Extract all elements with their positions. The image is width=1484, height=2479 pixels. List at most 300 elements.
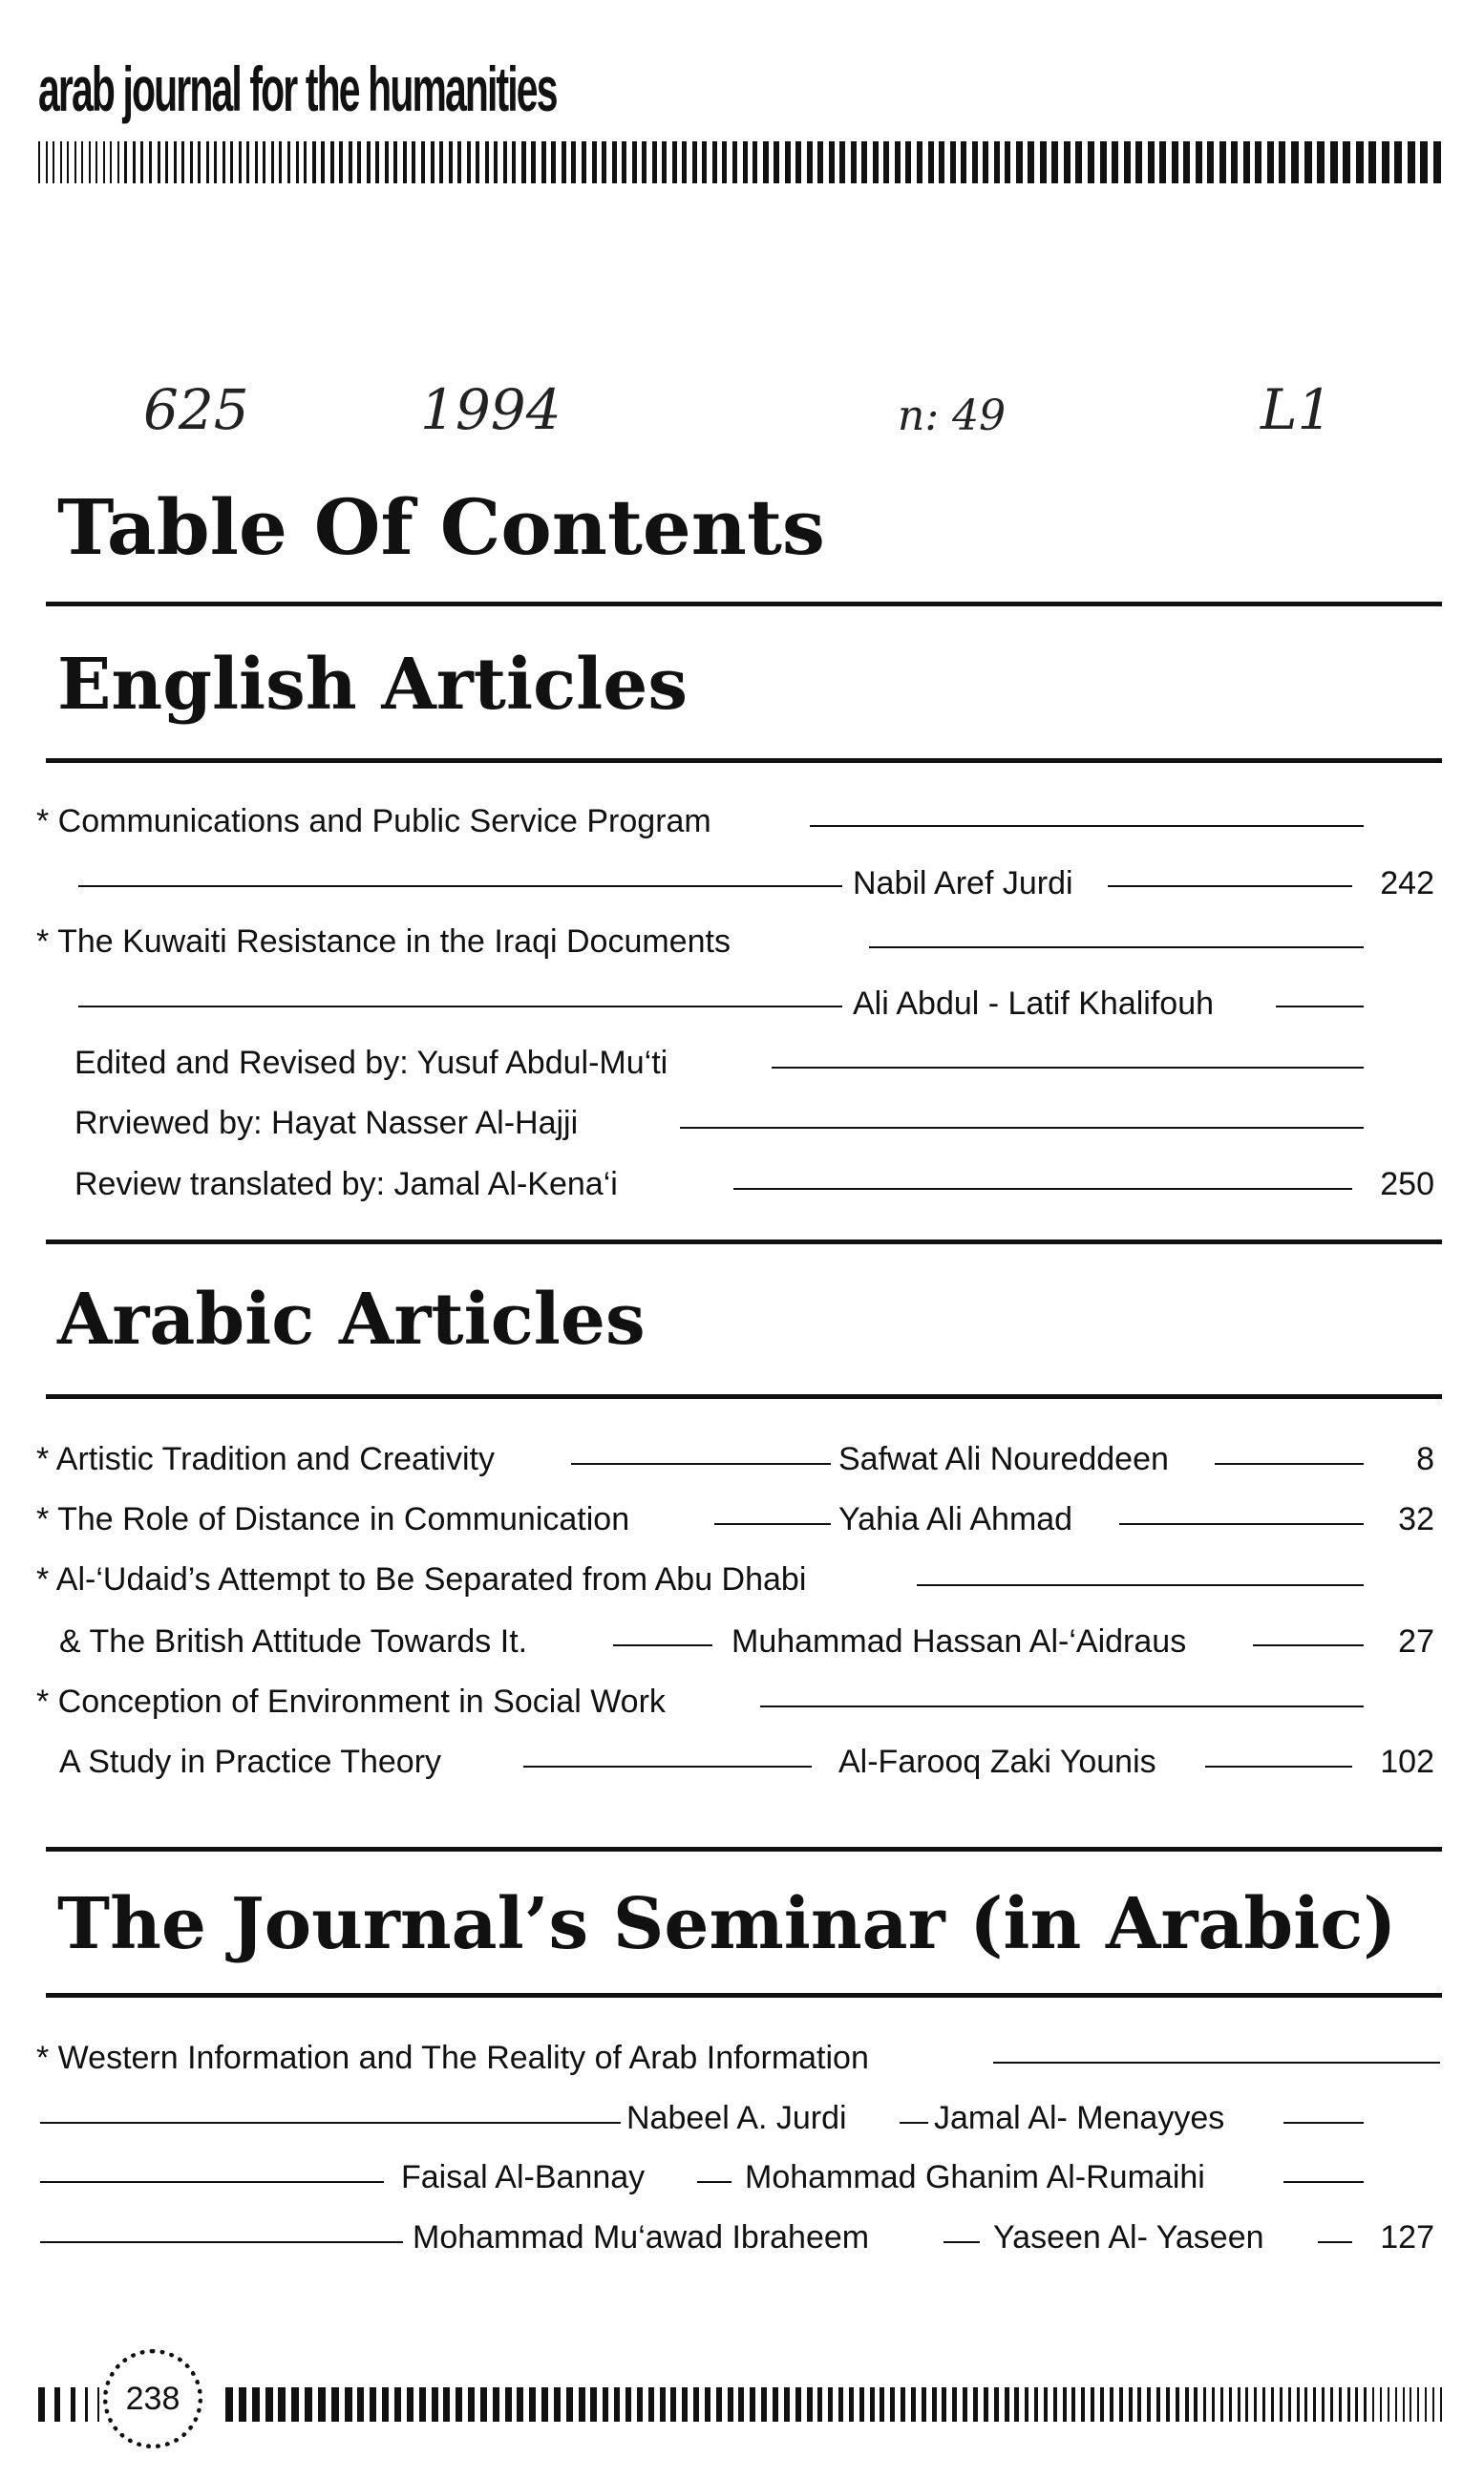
barcode-stripe xyxy=(443,2387,450,2422)
barcode-stripe xyxy=(1034,2387,1038,2422)
entry-page: 242 xyxy=(1380,865,1434,901)
barcode-stripe xyxy=(38,2387,45,2422)
barcode-stripe xyxy=(1394,141,1402,183)
barcode-stripe xyxy=(1297,2387,1300,2422)
barcode-stripe xyxy=(1053,2387,1057,2422)
barcode-stripe xyxy=(512,141,516,183)
barcode-stripe xyxy=(942,2387,946,2422)
leader-line xyxy=(1119,1523,1364,1525)
barcode-stripe xyxy=(1014,2387,1019,2422)
barcode-stripe xyxy=(1091,2387,1094,2422)
barcode-stripe xyxy=(480,2387,487,2422)
barcode-stripe xyxy=(984,2387,988,2422)
barcode-stripe xyxy=(861,141,867,183)
barcode-stripe xyxy=(54,2387,60,2422)
barcode-stripe xyxy=(705,2387,710,2422)
leader-line xyxy=(1283,2122,1364,2124)
footer-bars-left xyxy=(38,2387,99,2422)
leader-line xyxy=(40,2181,384,2183)
participant: Mohammad Mu‘awad Ibraheem xyxy=(413,2219,870,2256)
barcode-stripe xyxy=(1231,141,1238,183)
barcode-stripe xyxy=(838,2387,843,2422)
leader-line xyxy=(697,2181,731,2183)
barcode-stripe xyxy=(994,2387,999,2422)
barcode-stripe xyxy=(1403,2387,1405,2422)
barcode-stripe xyxy=(1380,2387,1382,2422)
handwritten-mark: n: 49 xyxy=(898,392,1007,440)
barcode-stripe xyxy=(1203,2387,1206,2422)
barcode-stripe xyxy=(682,2387,688,2422)
barcode-stripe xyxy=(732,141,737,183)
barcode-stripe xyxy=(582,141,586,183)
barcode-stripe xyxy=(828,2387,833,2422)
barcode-stripe xyxy=(60,141,62,183)
barcode-stripe xyxy=(682,141,687,183)
barcode-stripe xyxy=(1148,141,1155,183)
barcode-stripe xyxy=(795,141,801,183)
barcode-stripe xyxy=(296,141,299,183)
barcode-stripe xyxy=(1267,141,1274,183)
barcode-stripe xyxy=(692,141,697,183)
barcode-stripe xyxy=(1262,2387,1265,2422)
barcode-stripe xyxy=(1064,141,1071,183)
barcode-stripe xyxy=(1040,141,1047,183)
barcode-stripe xyxy=(1243,141,1250,183)
barcode-stripe xyxy=(952,2387,957,2422)
barcode-stripe xyxy=(1343,141,1350,183)
barcode-stripe xyxy=(421,141,425,183)
leader-line xyxy=(613,1644,712,1646)
barcode-stripe xyxy=(1194,2387,1198,2422)
barcode-stripe xyxy=(494,141,498,183)
entry-title: * Conception of Environment in Social Work xyxy=(36,1684,666,1720)
divider xyxy=(46,602,1442,606)
barcode-stripe xyxy=(330,141,334,183)
handwritten-mark: 1994 xyxy=(420,377,562,442)
barcode-stripe xyxy=(493,2387,499,2422)
barcode-stripe xyxy=(321,141,325,183)
barcode-stripe xyxy=(1291,141,1299,183)
barcode-stripe xyxy=(367,141,371,183)
barcode-stripe xyxy=(973,2387,978,2422)
barcode-stripe xyxy=(1280,2387,1283,2422)
barcode-stripe xyxy=(279,141,282,183)
barcode-stripe xyxy=(529,2387,536,2422)
barcode-stripe xyxy=(393,141,397,183)
barcode-stripe xyxy=(246,141,249,183)
barcode-stripe xyxy=(702,141,707,183)
barcode-stripe xyxy=(239,141,242,183)
participant: Mohammad Ghanim Al-Rumaihi xyxy=(745,2159,1205,2195)
barcode-stripe xyxy=(750,2387,755,2422)
barcode-stripe xyxy=(1425,2387,1427,2422)
barcode-stripe xyxy=(1229,2387,1232,2422)
barcode-stripe xyxy=(1254,2387,1257,2422)
barcode-stripe xyxy=(773,2387,778,2422)
leader-line xyxy=(917,1584,1364,1586)
participant: Faisal Al-Bannay xyxy=(401,2159,646,2195)
barcode-stripe xyxy=(625,2387,631,2422)
barcode-stripe xyxy=(693,2387,699,2422)
entry-author: Safwat Ali Noureddeen xyxy=(838,1441,1169,1477)
barcode-stripe xyxy=(412,141,415,183)
barcode-stripe xyxy=(566,2387,573,2422)
barcode-stripe xyxy=(394,2387,401,2422)
leader-line xyxy=(571,1463,831,1465)
barcode-stripe xyxy=(712,141,717,183)
handwritten-mark: 625 xyxy=(143,377,249,442)
barcode-stripe xyxy=(431,141,435,183)
barcode-stripe xyxy=(662,141,667,183)
barcode-stripe xyxy=(117,141,119,183)
entry-translator: Review translated by: Jamal Al-Kena‘i xyxy=(74,1166,618,1202)
barcode-stripe xyxy=(74,141,76,183)
barcode-stripe xyxy=(1288,2387,1291,2422)
barcode-stripe xyxy=(225,2387,233,2422)
barcode-stripe xyxy=(571,141,576,183)
divider xyxy=(46,758,1442,763)
barcode-stripe xyxy=(1420,141,1428,183)
barcode-stripe xyxy=(214,141,217,183)
leader-line xyxy=(1108,885,1352,887)
barcode-stripe xyxy=(1119,2387,1123,2422)
barcode-stripe xyxy=(905,141,911,183)
entry-author: Ali Abdul - Latif Khalifouh xyxy=(853,985,1215,1022)
barcode-stripe xyxy=(1166,2387,1170,2422)
barcode-stripe xyxy=(972,141,978,183)
barcode-stripe xyxy=(1129,2387,1133,2422)
barcode-stripe xyxy=(1005,141,1010,183)
barcode-stripe xyxy=(1112,141,1118,183)
barcode-stripe xyxy=(590,2387,597,2422)
barcode-stripe xyxy=(1063,2387,1067,2422)
divider xyxy=(46,1993,1442,1998)
barcode-stripe xyxy=(895,141,901,183)
barcode-stripe xyxy=(1271,2387,1274,2422)
barcode-stripe xyxy=(761,2387,767,2422)
barcode-stripe xyxy=(743,141,748,183)
barcode-stripe xyxy=(849,2387,854,2422)
barcode-stripe xyxy=(716,2387,722,2422)
barcode-stripe xyxy=(517,2387,523,2422)
entry-page: 127 xyxy=(1380,2219,1434,2256)
barcode-stripe xyxy=(883,141,889,183)
barcode-stripe xyxy=(291,2387,299,2422)
barcode-stripe xyxy=(901,2387,905,2422)
barcode-stripe xyxy=(785,141,791,183)
barcode-stripe xyxy=(551,141,556,183)
barcode-stripe xyxy=(851,141,857,183)
leader-line xyxy=(78,885,842,887)
barcode-stripe xyxy=(1410,2387,1411,2422)
barcode-stripe xyxy=(1347,2387,1350,2422)
barcode-stripe xyxy=(1317,141,1325,183)
divider xyxy=(46,1394,1442,1399)
barcode-stripe xyxy=(133,141,136,183)
entry-page: 32 xyxy=(1398,1501,1434,1537)
leader-line xyxy=(810,825,1364,827)
barcode-stripe xyxy=(503,141,507,183)
entry-title-continued: A Study in Practice Theory xyxy=(59,1744,442,1780)
barcode-stripe xyxy=(1110,2387,1113,2422)
barcode-stripe xyxy=(174,141,177,183)
barcode-stripe xyxy=(1440,2387,1442,2422)
barcode-stripe xyxy=(1044,2387,1048,2422)
barcode-stripe xyxy=(983,141,988,183)
barcode-stripe xyxy=(1432,2387,1434,2422)
entry-title: * Western Information and The Reality of Arab Information xyxy=(36,2040,869,2076)
barcode-stripe xyxy=(349,141,352,183)
barcode-stripe xyxy=(485,141,489,183)
barcode-stripe xyxy=(181,141,184,183)
barcode-stripe xyxy=(1356,141,1364,183)
barcode-stripe xyxy=(456,2387,462,2422)
barcode-stripe xyxy=(38,141,40,183)
leader-line xyxy=(1276,1006,1364,1007)
divider xyxy=(46,1847,1442,1852)
barcode-stripe xyxy=(1124,141,1131,183)
leader-line xyxy=(78,1006,842,1007)
barcode-stripe xyxy=(1339,2387,1342,2422)
barcode-stripe xyxy=(419,2387,426,2422)
barcode-stripe xyxy=(439,141,443,183)
barcode-stripe xyxy=(890,2387,895,2422)
barcode-stripe xyxy=(318,2387,326,2422)
barcode-stripe xyxy=(1408,141,1415,183)
barcode-stripe xyxy=(95,141,97,183)
barcode-stripe xyxy=(1322,2387,1325,2422)
entry-title: * Al-‘Udaid’s Attempt to Be Separated from Abu Dhabi xyxy=(36,1561,807,1598)
barcode-stripe xyxy=(839,141,845,183)
barcode-stripe xyxy=(1238,2387,1240,2422)
barcode-stripe xyxy=(357,141,361,183)
barcode-stripe xyxy=(817,141,823,183)
barcode-stripe xyxy=(928,141,934,183)
barcode-stripe xyxy=(859,2387,864,2422)
participant: Nabeel A. Jurdi xyxy=(626,2100,847,2136)
barcode-stripe xyxy=(612,141,617,183)
handwritten-mark: L1 xyxy=(1261,377,1333,442)
barcode-stripe xyxy=(375,141,379,183)
barcode-stripe xyxy=(81,141,83,183)
barcode-stripe xyxy=(103,141,105,183)
barcode-stripe xyxy=(89,141,91,183)
leader-line xyxy=(1283,2181,1364,2183)
barcode-stripe xyxy=(1156,2387,1160,2422)
barcode-stripe xyxy=(1196,141,1202,183)
barcode-stripe xyxy=(1212,2387,1215,2422)
barcode-stripe xyxy=(738,2387,744,2422)
barcode-stripe xyxy=(873,141,879,183)
barcode-stripe xyxy=(190,141,193,183)
barcode-stripe xyxy=(531,141,536,183)
barcode-stripe xyxy=(880,2387,884,2422)
barcode-stripe xyxy=(784,2387,790,2422)
barcode-stripe xyxy=(541,141,546,183)
barcode-stripe xyxy=(339,141,343,183)
barcode-stripe xyxy=(660,2387,666,2422)
barcode-stripe xyxy=(1304,2387,1307,2422)
barcode-stripe xyxy=(1172,141,1178,183)
leader-line xyxy=(733,1188,1352,1190)
entry-page: 27 xyxy=(1398,1623,1434,1660)
barcode-stripe xyxy=(158,141,160,183)
barcode-stripe xyxy=(67,141,69,183)
barcode-stripe xyxy=(304,141,307,183)
journal-masthead: arab journal for the humanities xyxy=(38,53,557,124)
barcode-stripe xyxy=(1313,2387,1316,2422)
barcode-stripe xyxy=(1279,141,1285,183)
barcode-stripe xyxy=(457,141,461,183)
leader-line xyxy=(40,2122,621,2124)
barcode-stripe xyxy=(265,2387,273,2422)
barcode-stripe xyxy=(165,141,168,183)
barcode-stripe xyxy=(632,141,637,183)
barcode-stripe xyxy=(1088,141,1094,183)
leader-line xyxy=(40,2241,403,2243)
entry-title: * The Role of Distance in Communication xyxy=(36,1501,630,1537)
barcode-stripe xyxy=(271,141,274,183)
barcode-stripe xyxy=(432,2387,438,2422)
barcode-stripe xyxy=(1388,2387,1389,2422)
barcode-stripe xyxy=(722,141,727,183)
barcode-stripe xyxy=(807,2387,813,2422)
leader-line xyxy=(993,2062,1440,2064)
participant: Jamal Al- Menayyes xyxy=(934,2100,1225,2136)
footer-bars-right xyxy=(225,2387,1442,2422)
barcode-stripe xyxy=(1183,141,1190,183)
barcode-stripe xyxy=(198,141,201,183)
barcode-stripe xyxy=(97,2387,99,2422)
leader-line xyxy=(760,1706,1364,1707)
barcode-stripe xyxy=(1100,2387,1104,2422)
entry-title: * Communications and Public Service Program xyxy=(36,803,711,839)
barcode-stripe xyxy=(1081,2387,1085,2422)
barcode-stripe xyxy=(1395,2387,1397,2422)
barcode-stripe xyxy=(239,2387,246,2422)
barcode-stripe xyxy=(345,2387,352,2422)
page-number-badge xyxy=(103,2349,202,2448)
barcode-stripe xyxy=(1028,141,1034,183)
barcode-stripe xyxy=(602,141,606,183)
leader-line xyxy=(869,946,1364,948)
barcode-stripe xyxy=(774,141,779,183)
barcode-stripe xyxy=(911,2387,916,2422)
entry-author: Yahia Ali Ahmad xyxy=(838,1501,1073,1537)
barcode-stripe xyxy=(140,141,143,183)
leader-line xyxy=(1253,1644,1364,1646)
barcode-stripe xyxy=(728,2387,733,2422)
barcode-stripe xyxy=(592,141,597,183)
entry-page: 102 xyxy=(1380,1744,1434,1780)
entry-author: Nabil Aref Jurdi xyxy=(853,865,1073,901)
entry-title: * Artistic Tradition and Creativity xyxy=(36,1441,495,1477)
barcode-stripe xyxy=(255,141,258,183)
barcode-stripe xyxy=(312,141,316,183)
barcode-stripe xyxy=(407,2387,413,2422)
english-articles-heading: English Articles xyxy=(57,644,689,726)
entry-author: Al-Farooq Zaki Younis xyxy=(838,1744,1156,1780)
barcode-stripe xyxy=(1372,2387,1374,2422)
barcode-stripe xyxy=(562,141,566,183)
barcode-stripe xyxy=(287,141,290,183)
barcode-stripe xyxy=(1137,2387,1141,2422)
barcode-stripe xyxy=(252,2387,260,2422)
barcode-stripe xyxy=(305,2387,312,2422)
barcode-stripe xyxy=(467,141,471,183)
arabic-articles-heading: Arabic Articles xyxy=(57,1279,646,1361)
leader-line xyxy=(1318,2241,1352,2243)
barcode-stripe xyxy=(1075,141,1082,183)
leader-line xyxy=(1205,1766,1352,1768)
barcode-stripe xyxy=(870,2387,875,2422)
barcode-stripe xyxy=(1304,141,1312,183)
entry-reviewer: Rrviewed by: Hayat Nasser Al-Hajji xyxy=(74,1105,579,1141)
barcode-stripe xyxy=(763,141,769,183)
barcode-stripe xyxy=(85,2387,88,2422)
barcode-stripe xyxy=(278,2387,286,2422)
barcode-stripe xyxy=(541,2387,548,2422)
barcode-stripe xyxy=(554,2387,561,2422)
barcode-stripe xyxy=(1330,2387,1333,2422)
barcode-stripe xyxy=(614,2387,620,2422)
barcode-stripe xyxy=(1016,141,1023,183)
barcode-stripe xyxy=(1025,2387,1028,2422)
barcode-stripe xyxy=(1051,141,1058,183)
entry-page: 8 xyxy=(1416,1441,1434,1477)
barcode-stripe xyxy=(579,2387,585,2422)
leader-line xyxy=(680,1127,1364,1129)
barcode-stripe xyxy=(46,141,48,183)
barcode-stripe xyxy=(817,2387,822,2422)
barcode-stripe xyxy=(1207,141,1214,183)
barcode-stripe xyxy=(110,141,112,183)
barcode-stripe xyxy=(642,141,647,183)
barcode-stripe xyxy=(1100,141,1107,183)
barcode-stripe xyxy=(124,141,127,183)
barcode-stripe xyxy=(230,141,233,183)
barcode-stripe xyxy=(521,141,526,183)
barcode-stripe xyxy=(1368,141,1376,183)
barcode-stripe xyxy=(476,141,479,183)
barcode-stripe xyxy=(961,141,966,183)
barcode-stripe xyxy=(53,141,54,183)
page-number: 238 xyxy=(125,2380,180,2417)
barcode-stripe xyxy=(505,2387,512,2422)
entry-editor: Edited and Revised by: Yusuf Abdul-Mu‘ti xyxy=(74,1045,668,1081)
page-title: Table Of Contents xyxy=(57,482,825,572)
barcode-stripe xyxy=(922,2387,926,2422)
barcode-stripe xyxy=(449,141,453,183)
divider xyxy=(46,1240,1442,1244)
barcode-stripe xyxy=(753,141,757,183)
barcode-stripe xyxy=(403,141,407,183)
barcode-stripe xyxy=(829,141,835,183)
barcode-stripe xyxy=(950,141,956,183)
barcode-stripe xyxy=(807,141,813,183)
barcode-stripe xyxy=(603,2387,608,2422)
barcode-stripe xyxy=(357,2387,364,2422)
barcode-stripe xyxy=(71,2387,75,2422)
entry-title: * The Kuwaiti Resistance in the Iraqi Documents xyxy=(36,923,731,960)
barcode-stripe xyxy=(382,2387,389,2422)
masthead-bars xyxy=(38,141,1442,183)
participant: Yaseen Al- Yaseen xyxy=(993,2219,1264,2256)
barcode-stripe xyxy=(206,141,209,183)
barcode-stripe xyxy=(637,2387,643,2422)
barcode-stripe xyxy=(795,2387,801,2422)
barcode-stripe xyxy=(1176,2387,1179,2422)
